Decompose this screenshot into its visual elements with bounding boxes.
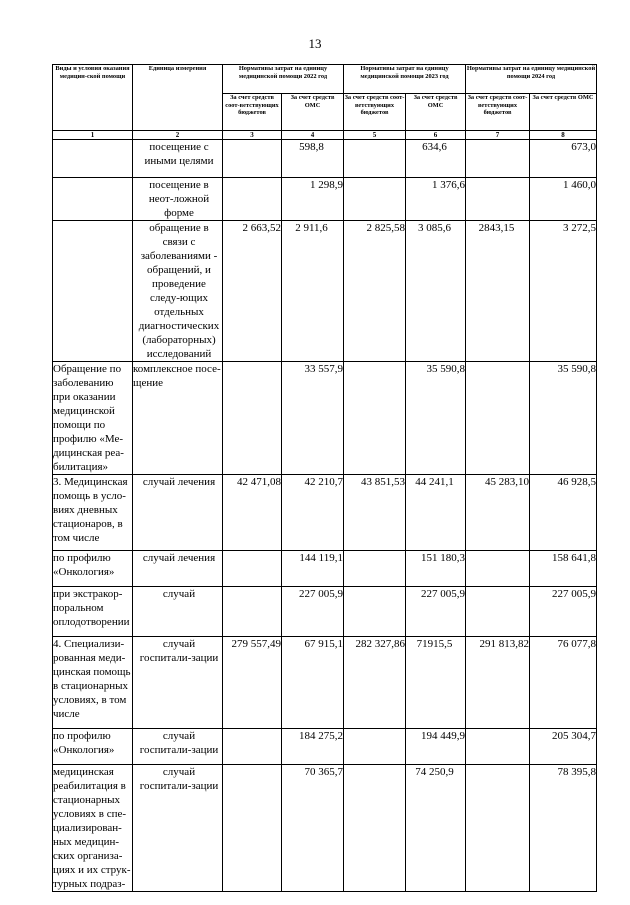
- row-kind: [53, 221, 133, 362]
- row-kind: по профилю «Онкология»: [53, 729, 133, 765]
- row-budget-2022: [223, 765, 282, 892]
- row-oms-2023: 35 590,8: [406, 362, 466, 475]
- table-row: [53, 637, 597, 729]
- row-kind: [53, 140, 133, 178]
- col-number: 2: [133, 131, 223, 140]
- table-row: [53, 178, 597, 221]
- row-budget-2022: [223, 729, 282, 765]
- table-row: [53, 587, 597, 637]
- row-oms-2023: 634,6: [406, 140, 466, 178]
- row-oms-2022: 2 911,6: [282, 221, 344, 362]
- header-budget-2024: За счет средств соот-ветствующих бюджетов: [466, 94, 530, 131]
- row-oms-2022: 227 005,9: [282, 587, 344, 637]
- row-kind: 3. Медицинская помощь в усло-виях дневных стационаров, в том числе: [53, 475, 133, 551]
- row-budget-2023: [344, 140, 406, 178]
- col-number: 3: [223, 131, 282, 140]
- row-oms-2024: 158 641,8: [530, 551, 597, 587]
- table-row: [53, 362, 597, 475]
- row-budget-2022: [223, 178, 282, 221]
- col-number: 6: [406, 131, 466, 140]
- row-budget-2024: [466, 362, 530, 475]
- row-kind: по профилю «Онкология»: [53, 551, 133, 587]
- row-budget-2024: [466, 729, 530, 765]
- row-oms-2022: 33 557,9: [282, 362, 344, 475]
- row-unit: случай лечения: [133, 551, 223, 587]
- row-budget-2023: [344, 765, 406, 892]
- table-row: [53, 551, 597, 587]
- row-oms-2024: 673,0: [530, 140, 597, 178]
- row-oms-2024: 3 272,5: [530, 221, 597, 362]
- row-budget-2022: 42 471,08: [223, 475, 282, 551]
- row-unit: случай лечения: [133, 475, 223, 551]
- header-unit: Единица измерения: [133, 65, 223, 131]
- table-row: [53, 765, 597, 892]
- row-budget-2023: [344, 362, 406, 475]
- row-oms-2022: 67 915,1: [282, 637, 344, 729]
- header-kind: Виды и условия оказания медицин-ской помощи: [53, 65, 133, 131]
- row-oms-2022: 184 275,2: [282, 729, 344, 765]
- row-oms-2024: 227 005,9: [530, 587, 597, 637]
- row-oms-2024: 35 590,8: [530, 362, 597, 475]
- col-number: 1: [53, 131, 133, 140]
- col-number: 4: [282, 131, 344, 140]
- row-kind: 4. Специализи-рованная меди-цинская помощь в стационарных условиях, в том числе: [53, 637, 133, 729]
- row-kind: [53, 178, 133, 221]
- row-budget-2023: [344, 729, 406, 765]
- row-budget-2023: 2 825,58: [344, 221, 406, 362]
- normatives-table: [52, 64, 597, 892]
- header-group-2023: Нормативы затрат на единицу медицинской помощи 2023 год: [344, 65, 466, 94]
- row-unit: посещение с иными целями: [133, 140, 223, 178]
- row-unit: посещение в неот-ложной форме: [133, 178, 223, 221]
- row-oms-2023: 151 180,3: [406, 551, 466, 587]
- row-oms-2022: 144 119,1: [282, 551, 344, 587]
- header-group-2022: Нормативы затрат на единицу медицинской помощи 2022 год: [223, 65, 344, 94]
- row-budget-2024: 2843,15: [466, 221, 530, 362]
- header-group-2024: Нормативы затрат на единицу медицинской помощи 2024 год: [466, 65, 597, 94]
- row-oms-2023: 227 005,9: [406, 587, 466, 637]
- row-oms-2023: 3 085,6: [406, 221, 466, 362]
- row-oms-2022: 70 365,7: [282, 765, 344, 892]
- table-row: [53, 729, 597, 765]
- header-oms-2024: За счет средств ОМС: [530, 94, 597, 131]
- row-budget-2022: [223, 551, 282, 587]
- row-budget-2023: 43 851,53: [344, 475, 406, 551]
- header-budget-2023: За счет средств соот-ветствующих бюджетов: [344, 94, 406, 131]
- row-unit: случай госпитали-зации: [133, 729, 223, 765]
- row-kind: Обращение по заболеванию при оказании медицинской помощи по профилю «Ме-дицинская реа-билитация»: [53, 362, 133, 475]
- row-oms-2024: 46 928,5: [530, 475, 597, 551]
- row-oms-2023: 74 250,9: [406, 765, 466, 892]
- row-oms-2023: 194 449,9: [406, 729, 466, 765]
- row-oms-2023: 44 241,1: [406, 475, 466, 551]
- row-budget-2024: [466, 140, 530, 178]
- header-oms-2023: За счет средств ОМС: [406, 94, 466, 131]
- col-number: 7: [466, 131, 530, 140]
- row-budget-2023: [344, 551, 406, 587]
- row-unit: случай: [133, 587, 223, 637]
- row-oms-2024: 205 304,7: [530, 729, 597, 765]
- row-budget-2022: [223, 587, 282, 637]
- row-kind: при экстракор-поральном оплодотворении: [53, 587, 133, 637]
- row-oms-2023: 1 376,6: [406, 178, 466, 221]
- header-budget-2022: За счет средств соот-ветствующих бюджетов: [223, 94, 282, 131]
- row-oms-2024: 76 077,8: [530, 637, 597, 729]
- row-kind: медицинская реабилитация в стационарных условиях в спе-циализирован-ных медицин-ских организа-циях и их струк-турных подраз-: [53, 766, 131, 890]
- row-oms-2022: 598,8: [282, 140, 344, 178]
- row-unit: обращение в связи с заболеваниями - обращений, и проведение следу-ющих отдельных диагностических (лабораторных) исследований: [133, 221, 223, 362]
- table-row: [53, 140, 597, 178]
- row-unit: случай госпитали-зации: [133, 637, 223, 729]
- row-budget-2022: [223, 362, 282, 475]
- row-budget-2023: [344, 178, 406, 221]
- row-budget-2024: [466, 587, 530, 637]
- row-oms-2022: 42 210,7: [282, 475, 344, 551]
- row-budget-2024: 45 283,10: [466, 475, 530, 551]
- row-unit: комплексное посе-щение: [133, 362, 223, 475]
- row-budget-2024: 291 813,82: [466, 637, 530, 729]
- row-budget-2024: [466, 551, 530, 587]
- col-number: 8: [530, 131, 597, 140]
- row-budget-2024: [466, 765, 530, 892]
- row-oms-2024: 1 460,0: [530, 178, 597, 221]
- header-oms-2022: За счет средств ОМС: [282, 94, 344, 131]
- row-oms-2024: 78 395,8: [530, 765, 597, 892]
- col-number: 5: [344, 131, 406, 140]
- table-row: [53, 475, 597, 551]
- page-number: 13: [308, 36, 322, 51]
- row-budget-2022: 279 557,49: [223, 637, 282, 729]
- row-budget-2023: 282 327,86: [344, 637, 406, 729]
- row-budget-2022: 2 663,52: [223, 221, 282, 362]
- row-budget-2022: [223, 140, 282, 178]
- row-budget-2023: [344, 587, 406, 637]
- row-unit: случай госпитали-зации: [133, 765, 223, 892]
- table-row: [53, 221, 597, 362]
- row-oms-2023: 71915,5: [406, 637, 466, 729]
- row-oms-2022: 1 298,9: [282, 178, 344, 221]
- row-budget-2024: [466, 178, 530, 221]
